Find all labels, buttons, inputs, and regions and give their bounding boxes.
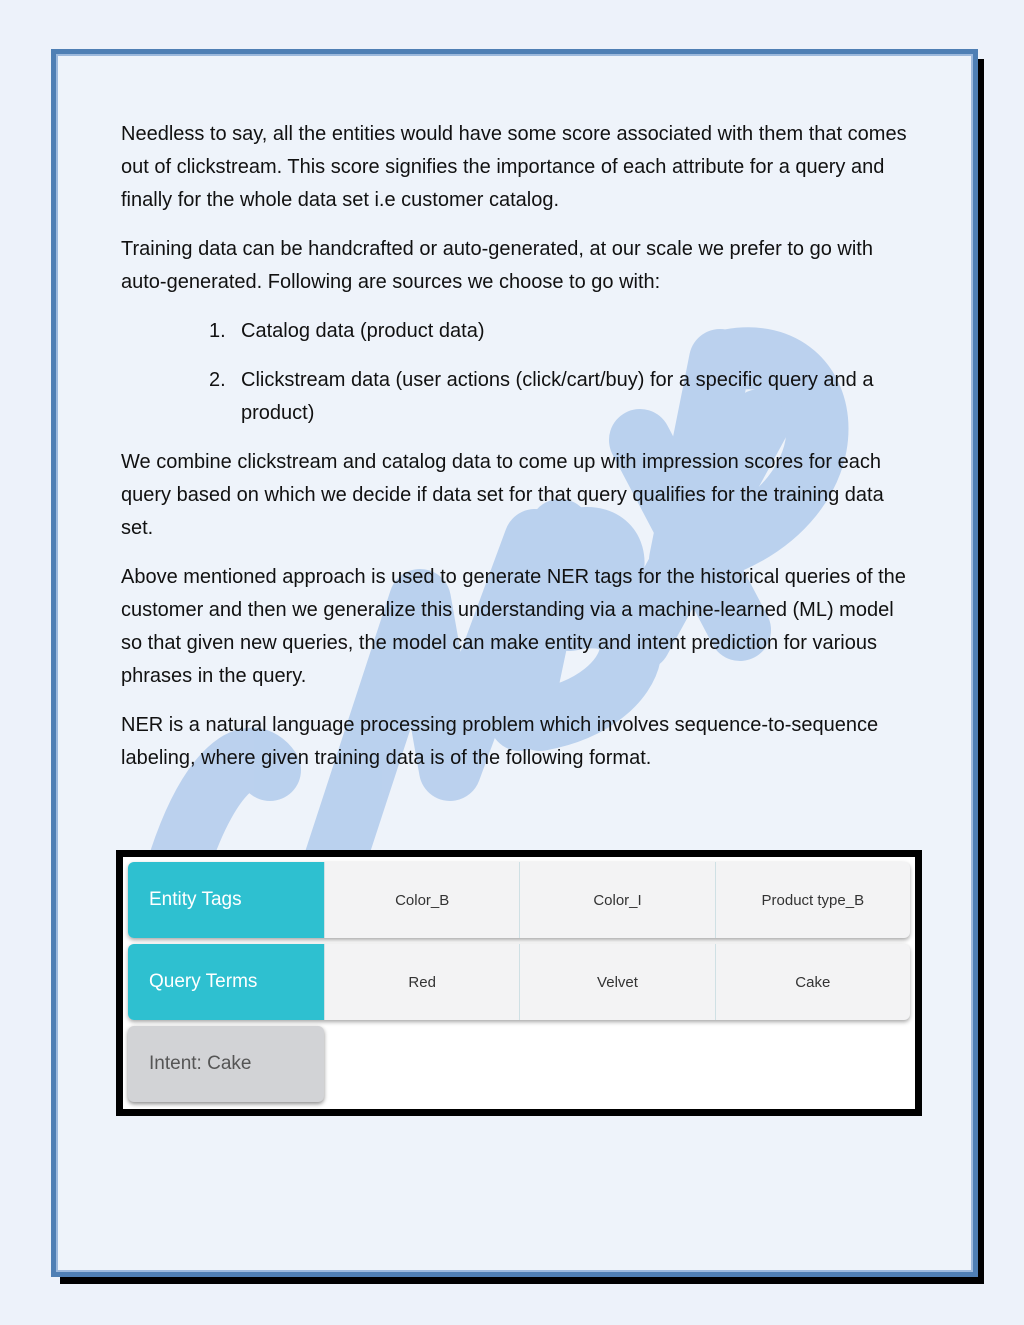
list-item-number: 1. <box>209 320 226 342</box>
query-term-cell: Cake <box>715 944 910 1020</box>
paragraph-impression-scores: We combine clickstream and catalog data to come up with impression scores for each query based on which we decide if data set for that query qualifies for the training data set. <box>121 451 884 539</box>
query-terms-row <box>128 944 910 1020</box>
query-term-cell: Red <box>324 944 519 1020</box>
entity-tags-header: Entity Tags <box>128 862 324 938</box>
paragraph-ner-tags: Above mentioned approach is used to generate NER tags for the historical queries of the customer and then we generalize this understanding via a machine-learned (ML) model so that given new queries, the model can make entity and intent prediction for various phrases in the query. <box>121 566 906 687</box>
sources-list <box>121 315 911 430</box>
document-body <box>121 118 911 791</box>
entity-tags-row <box>128 862 910 938</box>
query-terms-header: Query Terms <box>128 944 324 1020</box>
paragraph-ner-definition: NER is a natural language processing problem which involves sequence-to-sequence labeling, where given training data is of the following format. <box>121 714 879 769</box>
paragraph-training-data: Training data can be handcrafted or auto-generated, at our scale we prefer to go with auto-generated. Following are sources we choose to go with: <box>121 238 873 293</box>
ner-table-inner <box>121 855 917 1111</box>
query-term-cell: Velvet <box>519 944 714 1020</box>
entity-tag-cell: Color_B <box>324 862 519 938</box>
list-item-number: 2. <box>209 369 226 391</box>
paragraph-clickstream-scores: Needless to say, all the entities would have some score associated with them that comes out of clickstream. This score signifies the importance of each attribute for a query and finally for the whole data set i.e customer catalog. <box>121 123 907 211</box>
intent-label: Intent: Cake <box>128 1026 324 1102</box>
list-item-text: Clickstream data (user actions (click/cart/buy) for a specific query and a product) <box>241 369 874 424</box>
list-item <box>209 315 911 348</box>
entity-tag-cell: Color_I <box>519 862 714 938</box>
list-item <box>209 364 911 430</box>
list-item-text: Catalog data (product data) <box>241 320 485 342</box>
entity-tag-cell: Product type_B <box>715 862 910 938</box>
ner-example-table <box>116 850 922 1116</box>
